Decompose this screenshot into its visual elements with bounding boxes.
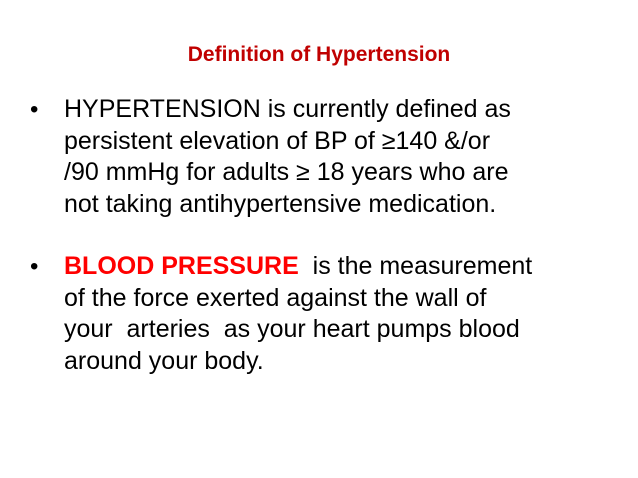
bullet-text-line: HYPERTENSION is currently defined as [64,95,511,123]
bullet-blood-pressure-definition [30,251,620,377]
bullet-text-continuation: is the measurement [298,252,533,280]
bullet-text-line: /90 mmHg for adults ≥ 18 years who are [64,158,509,186]
bullet-text-line: not taking antihypertensive medication. [64,189,497,218]
bullet-hypertension-definition [30,94,620,220]
bullet-list [30,94,620,408]
bullet-text-line [64,251,620,283]
bullet-text-line: around your body. [64,346,264,375]
bullet-text-line: persistent elevation of BP of ≥140 &/or [64,126,491,155]
bullet-text-line: your arteries as your heart pumps blood [64,315,520,343]
bullet-dot-icon: • [30,253,39,280]
highlighted-term: BLOOD PRESSURE [64,252,299,280]
bullet-text-line: of the force exerted against the wall of [64,283,487,312]
bullet-dot-icon: • [30,96,39,123]
slide-title: Definition of Hypertension [187,43,451,66]
